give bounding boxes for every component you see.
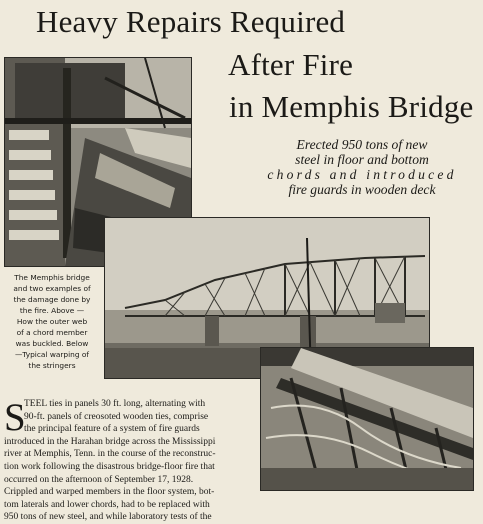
caption-line: the fire. Above — bbox=[19, 306, 85, 315]
drop-cap: S bbox=[4, 396, 26, 439]
headline-line-1: Heavy Repairs Required bbox=[36, 4, 346, 39]
article-line: introduced in the Harahan bridge across the Mississippi bbox=[4, 436, 216, 447]
article-line: 90-ft. panels of creosoted wooden ties, comprise bbox=[24, 411, 209, 422]
article-line: occurred on the afternoon of September 17, 1928. bbox=[4, 474, 194, 485]
article-line: tom laterals and lower chords, had to be replaced with bbox=[4, 499, 210, 510]
article-body bbox=[4, 398, 258, 524]
deck-line: steel in floor and bottom bbox=[295, 152, 429, 167]
caption-line: the damage done by bbox=[13, 295, 91, 304]
article-line: 950 tons of new steel, and while laboratory tests of the bbox=[4, 512, 212, 523]
deck-line: fire guards in wooden deck bbox=[288, 182, 436, 197]
headline-line-3: in Memphis Bridge bbox=[229, 89, 474, 124]
photo-warped-stringers bbox=[260, 347, 474, 491]
article-line: river at Memphis, Tenn. in the course of the reconstruc- bbox=[4, 449, 216, 460]
caption-line: the stringers bbox=[28, 361, 76, 370]
caption-line: was buckled. Below bbox=[15, 339, 89, 348]
article-line: the principal feature of a system of fire guards bbox=[24, 424, 200, 435]
caption-line: How the outer web bbox=[16, 317, 88, 326]
photo-caption bbox=[4, 272, 100, 371]
caption-line: of a chord member bbox=[16, 328, 88, 337]
deck-subtitle bbox=[262, 137, 462, 197]
deck-line: chords and introduced bbox=[267, 167, 457, 182]
caption-line: and two examples of bbox=[13, 284, 91, 293]
deck-line: Erected 950 tons of new bbox=[296, 137, 428, 152]
caption-line: —Typical warping of bbox=[14, 350, 90, 359]
article-line: tion work following the disastrous bridge-floor fire that bbox=[4, 461, 215, 472]
article-line: TEEL ties in panels 30 ft. long, alternating with bbox=[24, 399, 206, 409]
caption-line: The Memphis bridge bbox=[14, 273, 90, 282]
headline-line-2: After Fire bbox=[228, 47, 354, 82]
article-line: Crippled and warped members in the floor system, bot- bbox=[4, 487, 215, 498]
